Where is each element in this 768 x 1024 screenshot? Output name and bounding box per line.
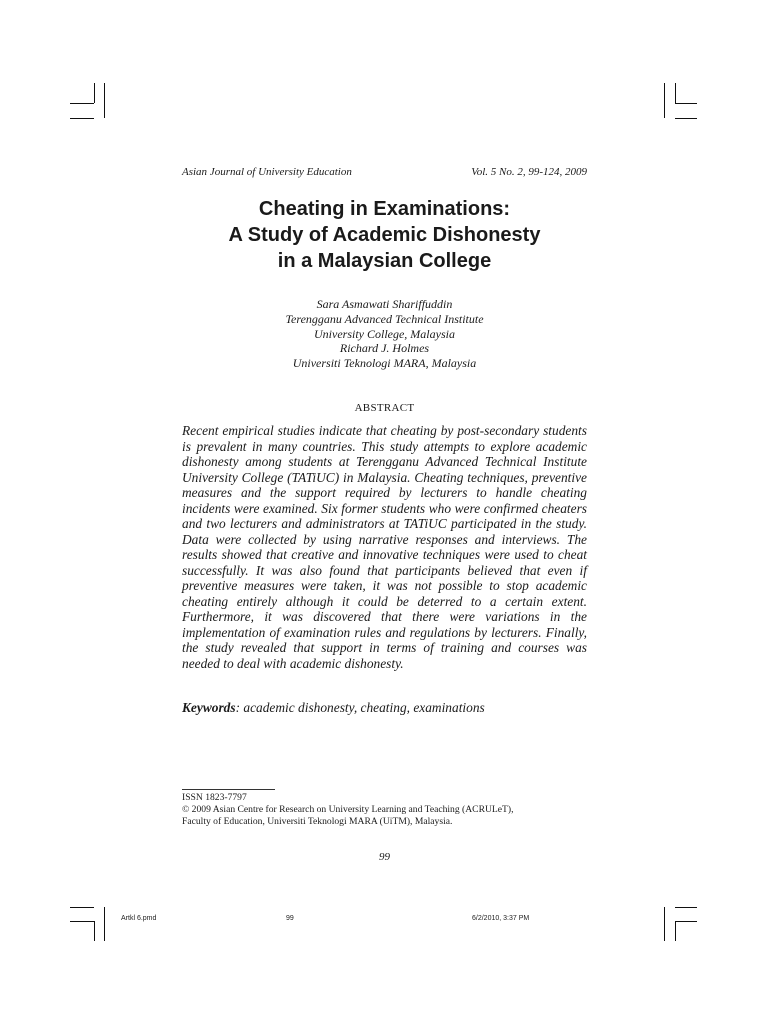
- crop-mark: [675, 921, 697, 922]
- crop-mark: [664, 83, 665, 118]
- keywords: [182, 700, 587, 716]
- slug-page: 99: [286, 915, 294, 922]
- crop-mark: [70, 921, 94, 922]
- keywords-label: Keywords: [182, 700, 236, 715]
- title-line: A Study of Academic Dishonesty: [228, 224, 541, 246]
- crop-mark: [94, 83, 95, 103]
- paper-title: [182, 196, 587, 274]
- abstract-body: Recent empirical studies indicate that cheating by post-secondary students is prevalent in many countries. This study attempts to explore academic dishonesty among students at Terengganu Advanced Technical Institute University College (TATiUC) in Malaysia. Cheating techniques, preventive measures and the support required by lecturers to handle cheating incidents were examined. Six former students who were confirmed cheaters and two lecturers and administrators at TATiUC participated in the study. Data were collected by using narrative responses and interviews. The results showed that creative and innovative techniques were used to cheat successfully. It was also found that participants believed that even if preventive measures were taken, it was not possible to stop academic cheating entirely although it could be deterred to a certain extent. Furthermore, it was discovered that there were variations in the implementation of examination rules and regulations by lecturers. Finally, the study revealed that support in terms of training and courses was needed to deal with academic dishonesty.: [182, 423, 587, 671]
- footnote: [182, 792, 602, 829]
- author-block: [182, 297, 587, 371]
- slug-timestamp: 6/2/2010, 3:37 PM: [472, 915, 530, 922]
- crop-mark: [675, 103, 697, 104]
- keywords-list: : academic dishonesty, cheating, examinations: [235, 700, 485, 715]
- crop-mark: [675, 118, 697, 119]
- crop-mark: [675, 83, 676, 103]
- crop-mark: [70, 907, 94, 908]
- crop-mark: [664, 907, 665, 941]
- author-affiliation: Universiti Teknologi MARA, Malaysia: [292, 356, 477, 371]
- title-line: Cheating in Examinations:: [258, 198, 511, 220]
- crop-mark: [675, 907, 697, 908]
- author-affiliation: University College, Malaysia: [314, 326, 455, 341]
- crop-mark: [70, 118, 94, 119]
- copyright-notice: © 2009 Asian Centre for Research on University Learning and Teaching (ACRULeT),: [182, 804, 514, 816]
- page-number: 99: [379, 851, 390, 863]
- slug-filename: Artkl 6.pmd: [121, 915, 157, 922]
- abstract-heading: ABSTRACT: [354, 402, 415, 414]
- crop-mark: [675, 921, 676, 941]
- author-affiliation: Terengganu Advanced Technical Institute: [285, 311, 484, 326]
- publisher-affiliation: Faculty of Education, Universiti Teknologi MARA (UiTM), Malaysia.: [182, 816, 453, 828]
- journal-name: Asian Journal of University Education: [182, 166, 352, 178]
- volume-info: Vol. 5 No. 2, 99-124, 2009: [471, 166, 587, 178]
- title-line: in a Malaysian College: [277, 250, 492, 272]
- crop-mark: [104, 907, 105, 941]
- crop-mark: [94, 921, 95, 941]
- crop-mark: [70, 103, 94, 104]
- crop-mark: [104, 83, 105, 118]
- author-name: Richard J. Holmes: [339, 341, 430, 356]
- issn: ISSN 1823-7797: [182, 792, 247, 803]
- author-name: Sara Asmawati Shariffuddin: [316, 297, 453, 311]
- footnote-rule: [182, 789, 275, 790]
